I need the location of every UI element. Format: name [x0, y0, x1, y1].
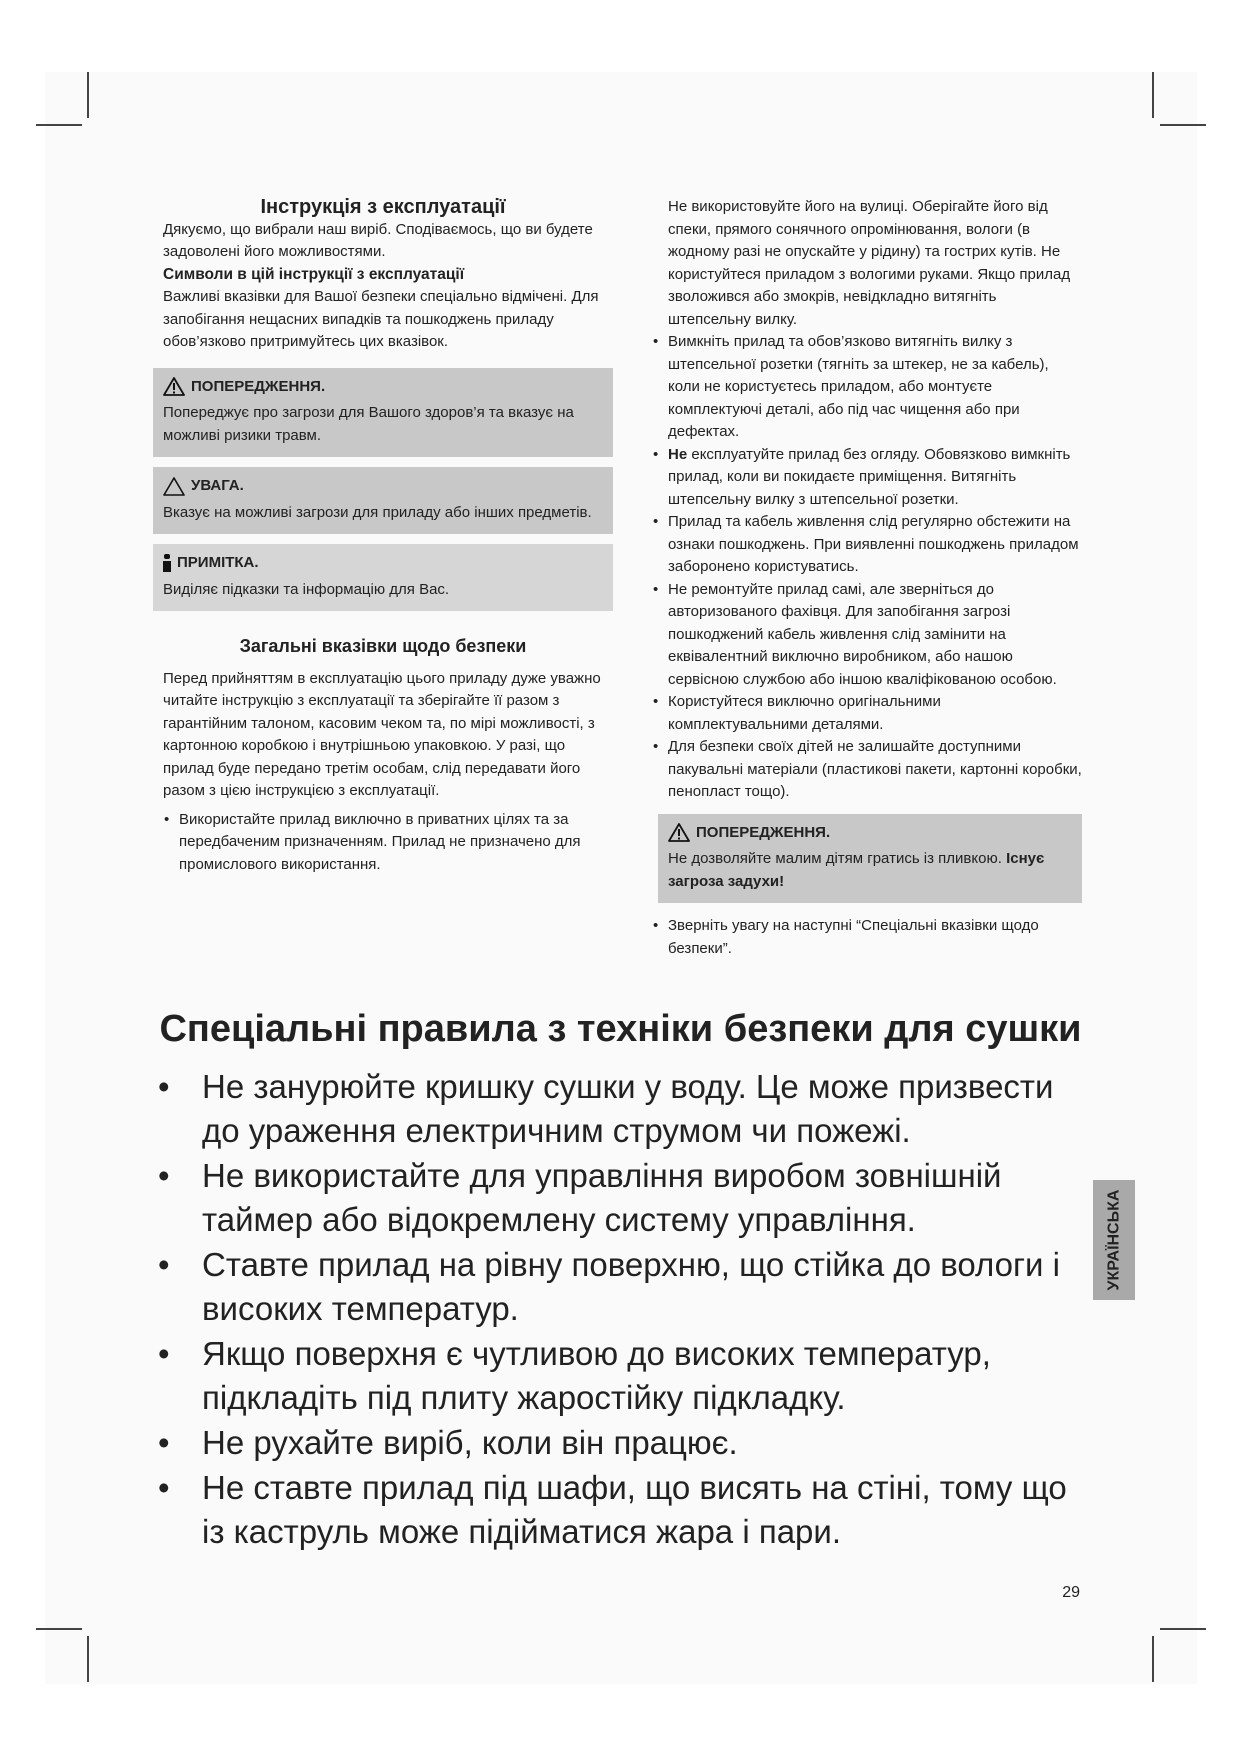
crop-mark — [87, 1636, 89, 1682]
crop-mark — [87, 72, 89, 118]
list-item: • Якщо поверхня є чутливою до високих температур, підкладіть під плиту жаростійку підкладку. — [158, 1332, 1068, 1420]
language-tab-label: УКРАЇНСЬКА — [1105, 1189, 1123, 1291]
warning-triangle-icon — [668, 823, 690, 842]
caution-title: УВАГА. — [191, 477, 244, 494]
caution-triangle-icon — [163, 477, 185, 496]
list-item: • Користуйтеся виключно оригінальними комплектувальними деталями. — [652, 691, 1082, 736]
note-title: ПРИМІТКА. — [177, 554, 259, 571]
special-rules-title: Спеціальні правила з техніки безпеки для сушки — [159, 1008, 1082, 1050]
child-warning-text — [668, 848, 1072, 893]
child-warning-box — [658, 814, 1082, 904]
crop-mark — [1160, 124, 1206, 126]
special-rules-list — [158, 1065, 1068, 1555]
manual-title: Інструкція з експлуатації — [260, 196, 506, 218]
intro-text: Дякуємо, що вибрали наш виріб. Сподіваємось, що ви будете задоволені його можливостями. — [163, 220, 593, 260]
safety-text: Перед прийняттям в експлуатацію цього приладу дуже уважно читайте інструкцію з експлуатації та зберігайте її разом з гарантійним талоном, касовим чеком та, по мірі можливості, з картонною коробкою і внутрішньою упаковкою. У разі, що прилад буде передано третім особам, слід передавати його разом з цією інструкцією з експлуатації. — [163, 669, 601, 799]
safety-heading: Загальні вказівки щодо безпеки — [239, 636, 527, 656]
warning-text: Попереджує про загрози для Вашого здоров’я та вказує на можливі ризики травм. — [163, 404, 574, 444]
list-item: • Для безпеки своїх дітей не залишайте доступними пакувальні матеріали (пластикові пакети, картонні коробки, пенопласт тощо). — [652, 736, 1082, 804]
list-item: • Використайте прилад виключно в приватних цілях та за передбаченим призначенням. Прилад не призначено для промислового використання. — [163, 809, 603, 877]
left-bullets — [163, 809, 603, 877]
list-item: • Не використайте для управління виробом зовнішній таймер або відокремлену систему управління. — [158, 1154, 1068, 1242]
page-number: 29 — [1062, 1584, 1080, 1601]
list-item: • Не ремонтуйте прилад самі, але зверніться до авторизованого фахівця. Для запобігання загрозі пошкоджений кабель живлення слід замінити на еквівалентний виключно виробником, або нашою сервісною службою або іншою кваліфікованою особою. — [652, 579, 1082, 692]
list-item — [652, 444, 1082, 512]
warning-title: ПОПЕРЕДЖЕННЯ. — [191, 377, 326, 395]
list-item: • Не занурюйте кришку сушки у воду. Це може призвести до ураження електричним струмом чи пожежі. — [158, 1065, 1068, 1153]
warning-triangle-icon — [163, 377, 185, 396]
note-box — [153, 544, 613, 611]
caution-text: Вказує на можливі загрози для приладу або інших предметів. — [163, 503, 592, 521]
bold-word: Не — [668, 445, 688, 463]
crop-mark — [1160, 1628, 1206, 1630]
list-item: • Вимкніть прилад та обов’язково витягніть вилку з штепсельної розетки (тягніть за штекер, не за кабель), коли не користуєтесь приладом, або монтуєте комплектуючі деталі, або під час чищення або при дефектах. — [652, 331, 1082, 444]
child-warning-bold: Існує загроза задухи! — [668, 850, 1045, 890]
list-item: • Зверніть увагу на наступні “Спеціальні вказівки щодо безпеки”. — [652, 915, 1082, 960]
note-text: Виділяє підказки та інформацію для Вас. — [163, 580, 450, 598]
crop-mark — [36, 1628, 82, 1630]
list-item-text: експлуатуйте прилад без огляду. Обовязково вимкніть прилад, коли ви покидаєте приміщення. Витягніть штепсельну вилку з штепсельної розетки. — [668, 445, 1071, 508]
crop-mark — [1152, 72, 1154, 118]
list-item: • Не рухайте виріб, коли він працює. — [158, 1421, 1068, 1465]
continuation-text: Не використовуйте його на вулиці. Оберігайте його від спеки, прямого сонячного опромінювання, вологи (в жодному разі не опускайте у рідину) та гострих кутів. Не користуйтеся приладом з вологими руками. Якщо прилад зволожився або змокрів, невідкладно витягніть штепсельну вилку. — [668, 198, 1071, 328]
crop-mark — [36, 124, 82, 126]
crop-mark — [1152, 1636, 1154, 1682]
list-item: • Ставте прилад на рівну поверхню, що стійка до вологи і високих температур. — [158, 1243, 1068, 1331]
caution-box — [153, 467, 613, 534]
list-item: • Не ставте прилад під шафи, що висять на стіні, тому що із каструль може підійматися жара і пари. — [158, 1466, 1068, 1554]
warning-box — [153, 368, 613, 458]
child-warning-plain: Не дозволяйте малим дітям гратись із пливкою. — [668, 850, 1002, 867]
symbols-text: Важливі вказівки для Вашої безпеки спеціально відмічені. Для запобігання нещасних випадків та пошкоджень приладу обов’язково притримуйтесь цих вказівок. — [163, 288, 599, 350]
list-item: • Прилад та кабель живлення слід регулярно обстежити на ознаки пошкоджень. При виявленні пошкоджень приладом заборонено користуватись. — [652, 511, 1082, 579]
symbols-heading: Символи в цій інструкції з експлуатації — [163, 265, 465, 283]
right-bullets — [652, 331, 1082, 804]
language-tab — [1093, 1180, 1135, 1300]
info-icon — [163, 554, 171, 572]
right-last-bullet — [652, 915, 1082, 960]
child-warning-title: ПОПЕРЕДЖЕННЯ. — [696, 823, 831, 841]
right-column — [652, 196, 1082, 960]
left-column — [163, 196, 603, 876]
